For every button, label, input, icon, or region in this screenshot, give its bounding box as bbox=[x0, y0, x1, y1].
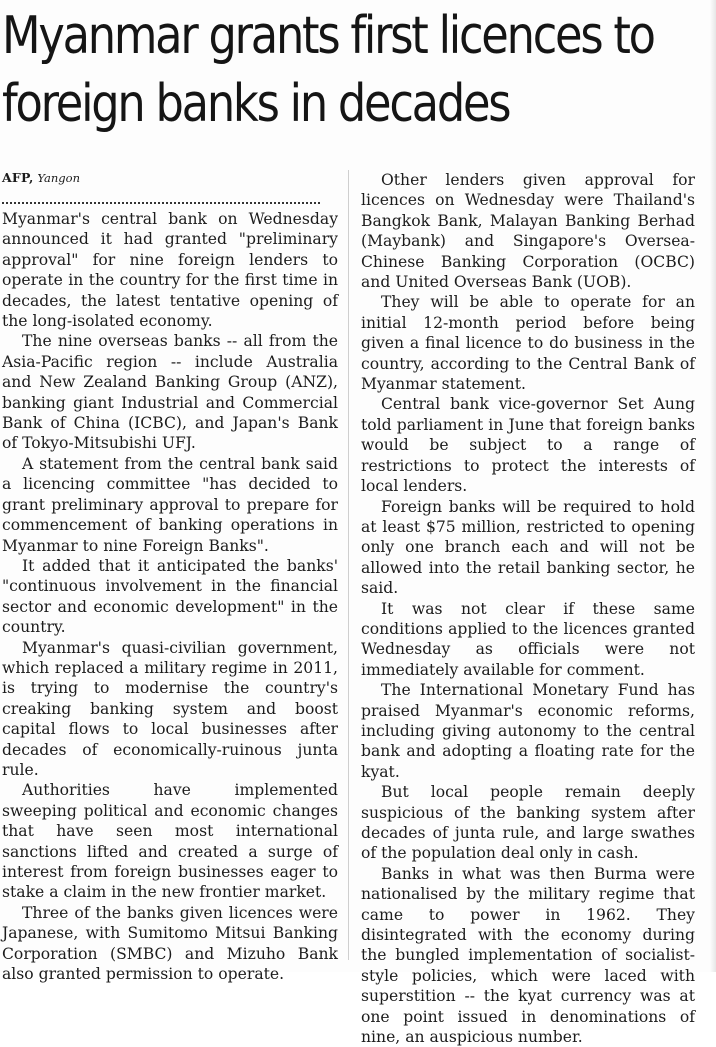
headline-line-1: Myanmar grants first licences to bbox=[2, 6, 654, 66]
paragraph: Authorities have implemented sweeping political and economic changes that have seen most international sanctions lifted and created a surge of interest from foreign businesses eager to stake a claim in the new frontier market. bbox=[2, 781, 338, 902]
paragraph: Three of the banks given licences were Japanese, with Sumitomo Mitsui Banking Corporation (SMBC) and Mizuho Bank also granted permission to operate. bbox=[2, 903, 338, 984]
paragraph: But local people remain deeply suspicious of the banking system after decades of junta rule, and large swathes of the population deal only in cash. bbox=[361, 783, 695, 863]
headline bbox=[2, 2, 654, 138]
paragraph: It was not clear if these same conditions applied to the licences granted Wednesday as officials were not immediately available for comment. bbox=[361, 599, 695, 679]
article-column-left bbox=[2, 170, 338, 984]
paragraph: Central bank vice-governor Set Aung told parliament in June that foreign banks would be subject to a range of restrictions to protect the interests of local lenders. bbox=[361, 395, 695, 496]
headline-line-2: foreign banks in decades bbox=[2, 74, 510, 134]
dotted-rule bbox=[2, 188, 320, 204]
paragraph: Myanmar's quasi-civilian government, which replaced a military regime in 2011, is trying to modernise the country's creaking banking system and boost capital flows to local businesses after decades of economically-ruinous junta rule. bbox=[2, 638, 338, 779]
paragraph: Banks in what was then Burma were nationalised by the military regime that came to power in 1962. They disintegrated with the economy during the bungled implementation of socialist-style policies, which were laced with superstition -- the kyat currency was at one point issued in denominations of nine, an auspicious number. bbox=[361, 864, 695, 1047]
article-column-right bbox=[361, 170, 695, 1047]
paragraph: A statement from the central bank said a licencing committee "has decided to grant preliminary approval to prepare for commencement of banking operations in Myanmar to nine Foreign Banks". bbox=[2, 454, 338, 555]
column-divider bbox=[348, 170, 349, 960]
paragraph: Other lenders given approval for licences on Wednesday were Thailand's Bangkok Bank, Malayan Banking Berhad (Maybank) and Singapore's Oversea-Chinese Banking Corporation (OCBC) and United Overseas Bank (UOB). bbox=[361, 171, 695, 292]
paragraph: Myanmar's central bank on Wednesday announced it had granted "preliminary approval" for nine foreign lenders to operate in the country for the first time in decades, the latest tentative opening of the long-isolated economy. bbox=[2, 210, 338, 331]
paragraph: It added that it anticipated the banks' "continuous involvement in the financial sector and economic development" in the country. bbox=[2, 556, 338, 637]
byline bbox=[2, 170, 338, 188]
byline-agency: AFP, bbox=[2, 170, 34, 185]
paragraph: The International Monetary Fund has praised Myanmar's economic reforms, including giving autonomy to the central bank and adopting a floating rate for the kyat. bbox=[361, 681, 695, 781]
paragraph: Foreign banks will be required to hold at least $75 million, restricted to opening only one branch each and will not be allowed into the retail banking sector, he said. bbox=[361, 497, 695, 598]
scan-edge-shadow bbox=[710, 0, 716, 972]
byline-place: Yangon bbox=[37, 171, 80, 185]
paragraph: The nine overseas banks -- all from the Asia-Pacific region -- include Australia and New Zealand Banking Group (ANZ), banking giant Industrial and Commercial Bank of China (ICBC), and Japan's Bank of Tokyo-Mitsubishi UFJ. bbox=[2, 332, 338, 453]
paragraph: They will be able to operate for an initial 12-month period before being given a final licence to do business in the country, according to the Central Bank of Myanmar statement. bbox=[361, 293, 695, 394]
